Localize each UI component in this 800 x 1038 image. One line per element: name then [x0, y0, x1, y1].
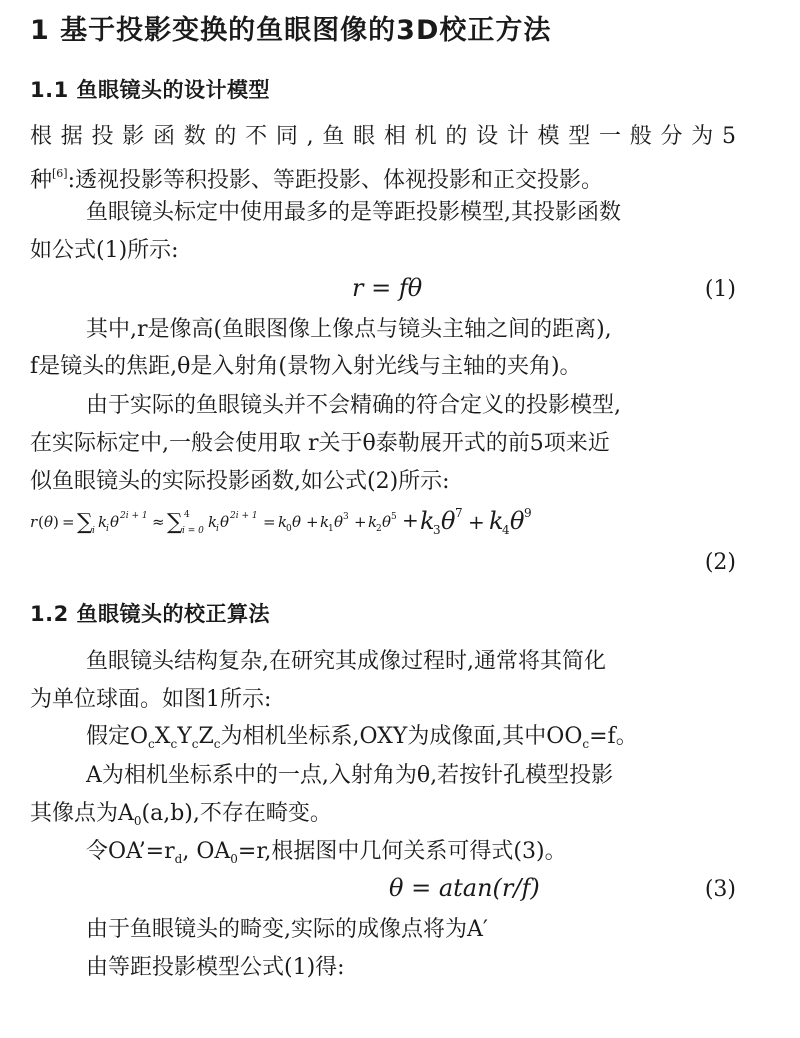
- svg-text:2i + 1: 2i + 1: [230, 511, 258, 521]
- text-fragment: , OA: [182, 839, 231, 864]
- paragraph-line: 由于鱼眼镜头的畸变,实际的成像点将为A′: [86, 917, 488, 942]
- svg-text:=: =: [263, 513, 276, 531]
- svg-text:θ: θ: [510, 507, 525, 535]
- section-1-1-heading: 1.1 鱼眼镜头的设计模型: [30, 78, 271, 102]
- svg-text:1: 1: [328, 524, 334, 534]
- svg-text:θ: θ: [220, 513, 230, 531]
- svg-text:+: +: [468, 510, 485, 534]
- svg-text:0: 0: [286, 524, 292, 534]
- paragraph-line: 鱼眼镜头结构复杂,在研究其成像过程时,通常将其简化: [86, 649, 606, 674]
- text-fragment: 为相机坐标系,OXY为成像面,其中OO: [220, 724, 583, 749]
- paragraph-line: [30, 160, 603, 195]
- section-1-heading: 1 基于投影变换的鱼眼图像的3D校正方法: [30, 15, 552, 46]
- subscript: c: [213, 737, 221, 751]
- svg-text:3: 3: [433, 523, 441, 537]
- svg-text:θ: θ: [292, 513, 302, 531]
- subscript: c: [148, 737, 155, 751]
- paragraph-line: [30, 800, 332, 835]
- paragraph-line: 如公式(1)所示:: [30, 238, 179, 263]
- paragraph-line: 似鱼眼镜头的实际投影函数,如公式(2)所示:: [30, 469, 450, 494]
- subscript: c: [582, 737, 590, 751]
- paragraph-line: 其中,r是像高(鱼眼图像上像点与镜头主轴之间的距离),: [86, 317, 612, 342]
- svg-text:=: =: [62, 513, 75, 531]
- text-fragment: Y: [177, 724, 192, 749]
- text-fragment: =r,根据图中几何关系可得式(3)。: [237, 839, 567, 864]
- text-fragment: 其像点为A: [30, 801, 134, 826]
- text-fragment: Z: [198, 724, 214, 749]
- paragraph-line: 由等距投影模型公式(1)得:: [86, 955, 345, 980]
- text-fragment: =f。: [589, 724, 638, 749]
- svg-text:i: i: [216, 524, 219, 534]
- svg-text:): ): [53, 513, 59, 531]
- equation-2-number: (2): [704, 550, 736, 575]
- svg-text:k: k: [368, 513, 378, 531]
- svg-text:k: k: [208, 513, 218, 531]
- citation: [6]: [52, 167, 68, 180]
- svg-text:+: +: [402, 508, 419, 532]
- text-fragment: 假定O: [86, 724, 149, 749]
- svg-text:k: k: [420, 507, 435, 535]
- svg-text:(: (: [38, 513, 44, 531]
- subscript: c: [191, 737, 199, 751]
- svg-text:∑: ∑: [77, 510, 93, 535]
- paragraph-line: 由于实际的鱼眼镜头并不会精确的符合定义的投影模型,: [86, 393, 621, 418]
- svg-text:θ: θ: [441, 507, 456, 535]
- equation-1-number: (1): [704, 277, 736, 302]
- paragraph-line: 在实际标定中,一般会使用取 r关于θ泰勒展开式的前5项来近: [30, 431, 610, 456]
- paragraph-line: f是镜头的焦距,θ是入射角(景物入射光线与主轴的夹角)。: [30, 354, 582, 379]
- svg-text:k: k: [98, 513, 108, 531]
- svg-text:2i + 1: 2i + 1: [120, 511, 148, 521]
- svg-text:k: k: [320, 513, 330, 531]
- paragraph-line: 根据投影函数的不同,鱼眼相机的设计模型一般分为5: [30, 124, 736, 149]
- paragraph-line: 鱼眼镜头标定中使用最多的是等距投影模型,其投影函数: [86, 200, 621, 225]
- svg-text:4: 4: [502, 523, 510, 537]
- svg-text:+: +: [306, 513, 319, 531]
- svg-text:7: 7: [455, 506, 463, 520]
- svg-text:θ: θ: [110, 513, 120, 531]
- svg-text:5: 5: [391, 512, 397, 522]
- svg-text:+: +: [354, 513, 367, 531]
- equation-3: θ = atan(r/f): [389, 874, 540, 902]
- equation-2: [30, 503, 740, 543]
- svg-text:i: i: [106, 524, 109, 534]
- equation-2-svg: [30, 503, 740, 543]
- svg-text:≈: ≈: [152, 513, 165, 531]
- equation-1: r = fθ: [352, 274, 423, 302]
- text-fragment: :透视投影等积投影、等距投影、体视投影和正交投影。: [67, 168, 604, 193]
- subscript: c: [170, 737, 178, 751]
- svg-text:k: k: [489, 507, 504, 535]
- paragraph-line: A为相机坐标系中的一点,入射角为θ,若按针孔模型投影: [86, 763, 614, 788]
- svg-text:i: i: [92, 526, 95, 536]
- text-fragment: 令OA’=r: [86, 839, 175, 864]
- svg-text:θ: θ: [382, 513, 392, 531]
- svg-text:k: k: [278, 513, 288, 531]
- svg-text:∑: ∑: [167, 510, 183, 535]
- paragraph-line: [86, 838, 567, 873]
- paragraph-line: [86, 723, 638, 758]
- svg-text:4: 4: [184, 510, 190, 520]
- svg-text:3: 3: [343, 512, 349, 522]
- text-fragment: X: [154, 724, 171, 749]
- section-1-2-heading: 1.2 鱼眼镜头的校正算法: [30, 602, 271, 626]
- subscript: d: [174, 852, 183, 866]
- svg-text:i = 0: i = 0: [182, 526, 204, 536]
- text-fragment: (a,b),不存在畸变。: [141, 801, 332, 826]
- subscript: 0: [133, 814, 142, 828]
- svg-text:θ: θ: [44, 513, 54, 531]
- svg-text:2: 2: [376, 524, 382, 534]
- svg-text:θ: θ: [334, 513, 344, 531]
- svg-text:r: r: [30, 513, 38, 531]
- text-fragment: 种: [30, 168, 53, 193]
- equation-3-number: (3): [704, 877, 736, 902]
- svg-text:9: 9: [524, 506, 532, 520]
- subscript: 0: [230, 852, 238, 866]
- paragraph-line: 为单位球面。如图1所示:: [30, 687, 272, 712]
